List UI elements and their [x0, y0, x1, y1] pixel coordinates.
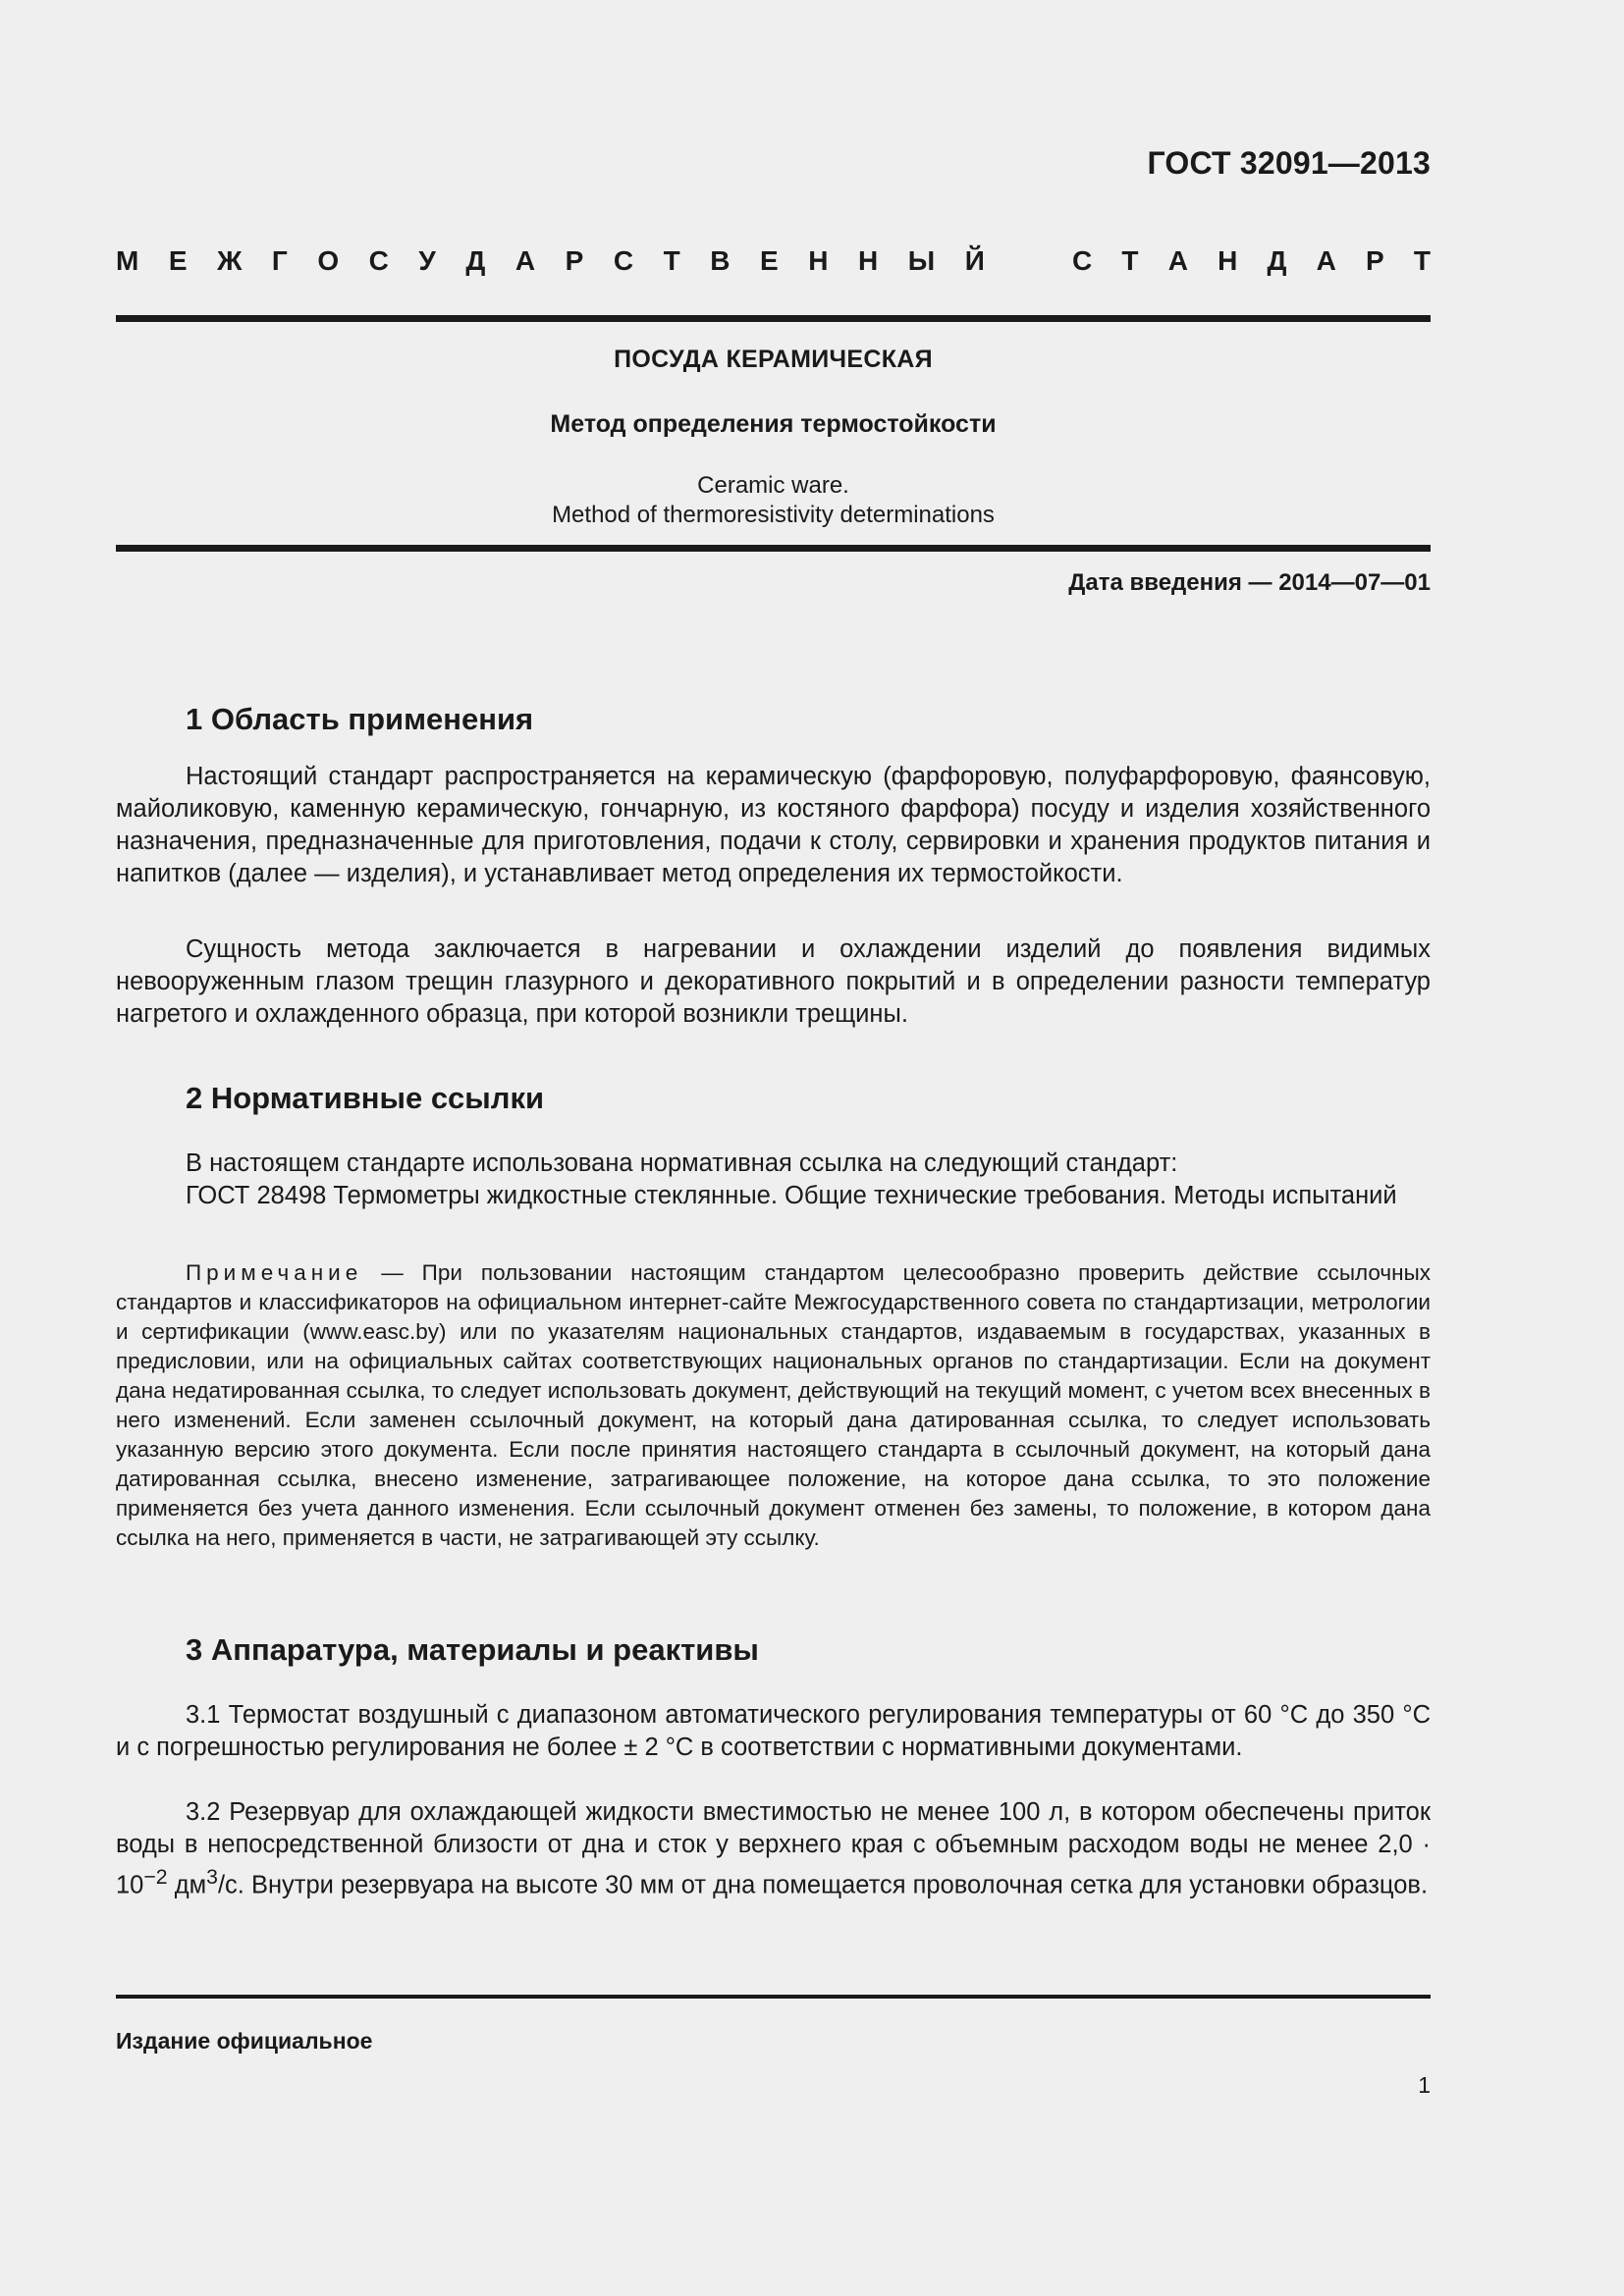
document-subtitle: Метод определения термостойкости: [550, 410, 997, 438]
section-heading: 1 Область применения: [186, 702, 534, 736]
section-heading: 3 Аппаратура, материалы и реактивы: [186, 1632, 759, 1667]
english-title-line: Ceramic ware.: [697, 472, 849, 499]
paragraph: 3.2 Резервуар для охлаждающей жидкости вместимостью не менее 100 л, в котором обеспечены приток воды в непосредственной близости от дна и сток у верхнего края с объемным расходом воды не менее $2,0 \cdot 10^{-2}$ $дм^3/с$. Внутри резервуара на высоте 30 мм от дна помещается проволочная сетка для установки образцов.: [116, 1798, 1431, 1899]
note-label: Примечание: [186, 1260, 363, 1285]
document-page: [116, 0, 1431, 2296]
introduction-date: Дата введения — 2014—07—01: [1068, 569, 1431, 596]
paragraph: Сущность метода заключается в нагревании и охлаждении изделий до появления видимых невооруженным глазом трещин глазурного и декоративного покрытий и в определении разности температур нагретого и охлажденного образца, при которой возникли трещины.: [116, 935, 1431, 1028]
standard-word: С Т А Н Д А Р Т: [1072, 245, 1431, 276]
interstate-standard-heading: [116, 245, 1431, 277]
official-edition-label: Издание официальное: [116, 2028, 373, 2054]
page-number: 1: [1418, 2072, 1431, 2098]
paragraph: ГОСТ 28498 Термометры жидкостные стеклянные. Общие технические требования. Методы испытаний: [186, 1182, 1397, 1209]
paragraph: Настоящий стандарт распространяется на керамическую (фарфоровую, полуфарфоровую, фаянсовую, майоликовую, каменную керамическую, гончарную, из костяного фарфора) посуду и изделия хозяйственного назначения, предназначенные для приготовления, подачи к столу, сервировки и хранения продуктов питания и напитков (далее — изделия), и устанавливает метод определения их термостойкости.: [116, 763, 1431, 887]
top-divider: [116, 315, 1431, 322]
paragraph: 3.1 Термостат воздушный с диапазоном автоматического регулирования температуры от 60 °С до 350 °С и с погрешностью регулирования не более ± 2 °С в соответствии с нормативными документами.: [116, 1701, 1431, 1761]
english-title-line: Method of thermoresistivity determinations: [552, 502, 995, 528]
note-paragraph: [116, 1258, 1431, 1553]
footer-divider: [116, 1995, 1431, 1999]
document-title: ПОСУДА КЕРАМИЧЕСКАЯ: [614, 346, 933, 373]
interstate-word: М Е Ж Г О С У Д А Р С Т В Е Н Н Ы Й: [116, 245, 985, 276]
title-divider: [116, 545, 1431, 552]
paragraph: В настоящем стандарте использована нормативная ссылка на следующий стандарт:: [186, 1149, 1178, 1177]
note-text: — При пользовании настоящим стандартом целесообразно проверить действие ссылочных стандартов и классификаторов на официальном интернет-сайте Межгосударственного совета по стандартизации, метрологии и сертификации (www.easc.by) или по указателям национальных стандартов, издаваемым в государствах, указанных в предисловии, или на официальных сайтах соответствующих национальных органов по стандартизации. Если на документ дана недатированная ссылка, то следует использовать документ, действующий на текущий момент, с учетом всех внесенных в него изменений. Если заменен ссылочный документ, на который дана датированная ссылка, то следует использовать указанную версию этого документа. Если после принятия настоящего стандарта в ссылочный документ, на который дана датированная ссылка, внесено изменение, затрагивающее положение, на которое дана ссылка, то это положение применяется без учета данного изменения. Если ссылочный документ отменен без замены, то положение, в котором дана ссылка на него, применяется в части, не затрагивающей эту ссылку.: [116, 1260, 1431, 1550]
standard-code: ГОСТ 32091—2013: [1147, 145, 1431, 181]
section-heading: 2 Нормативные ссылки: [186, 1081, 545, 1115]
english-title: [116, 471, 1431, 530]
